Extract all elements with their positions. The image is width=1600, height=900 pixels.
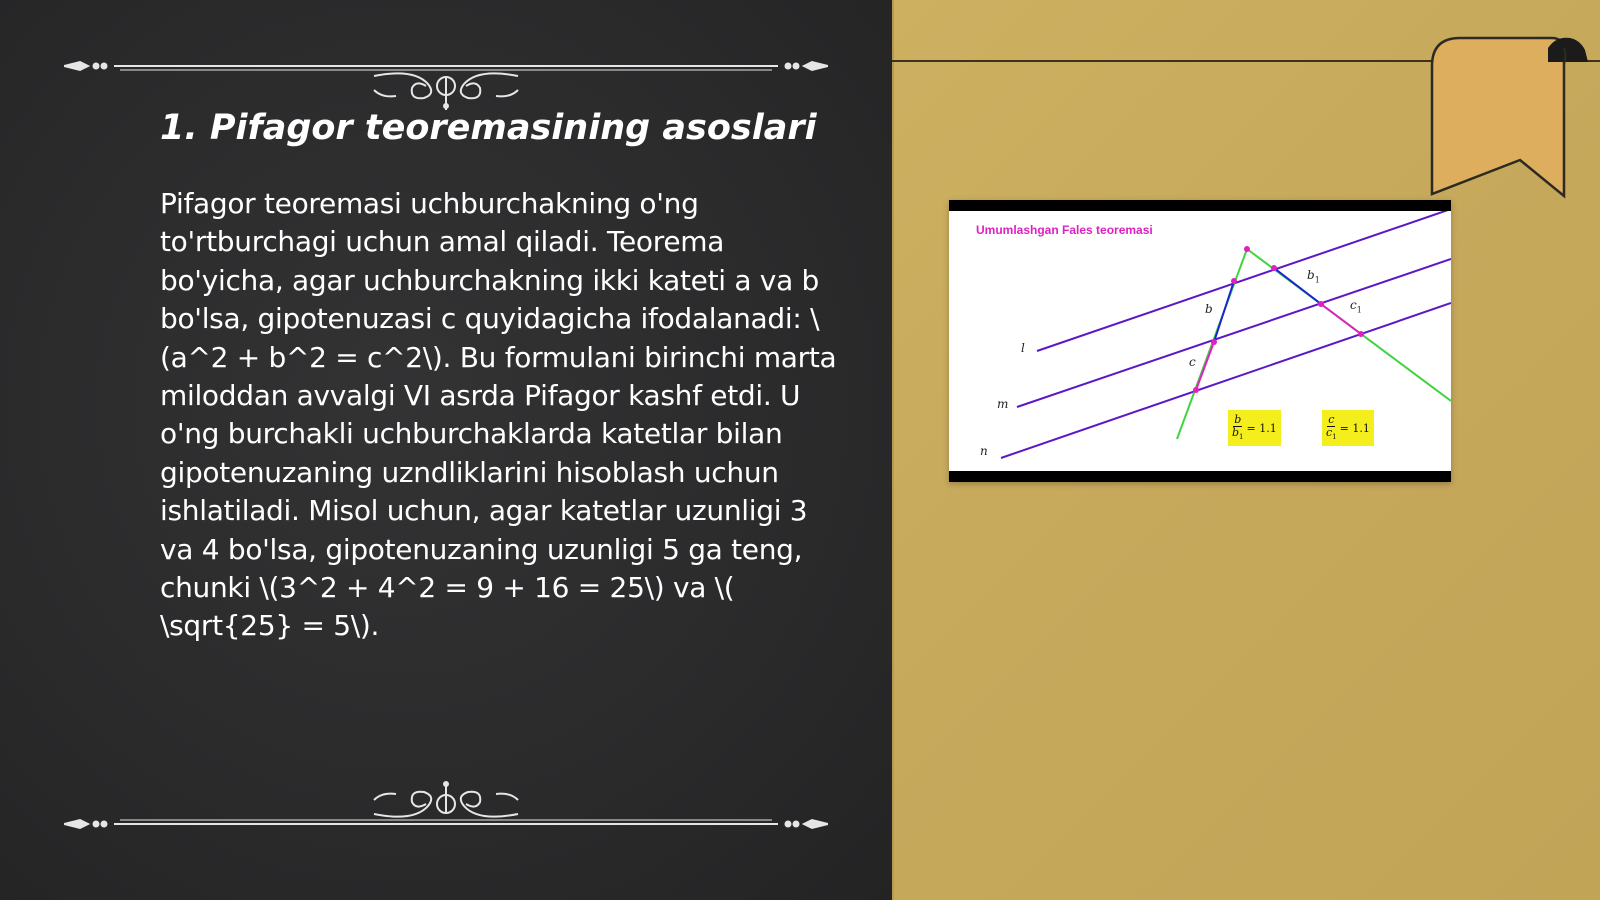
- ratio-c-box: [1322, 410, 1374, 446]
- line-label-n: n: [980, 444, 988, 458]
- ratio-c-denominator: $c_1$: [1326, 426, 1337, 442]
- line-label-l: l: [1021, 341, 1025, 355]
- parallel-line-n: [1001, 303, 1451, 458]
- point-l-left: [1231, 278, 1237, 284]
- ratio-c-value: = 1.1: [1339, 421, 1370, 435]
- segment-label-b1-sub: 1: [1314, 275, 1320, 285]
- figure-canvas: [949, 211, 1451, 471]
- ratio-b-denominator: $b_1$: [1232, 426, 1244, 442]
- segment-label-b: b: [1205, 302, 1213, 316]
- segment-c: [1196, 342, 1214, 390]
- line-label-m: m: [997, 397, 1009, 411]
- ratio-b-fraction: [1232, 414, 1244, 442]
- scroll-ornament-icon: [64, 774, 828, 834]
- ratio-b-value: = 1.1: [1246, 421, 1277, 435]
- bookmark-ribbon-icon: [1430, 36, 1600, 201]
- ratio-c-numerator: c: [1328, 413, 1335, 427]
- vertex-point: [1244, 246, 1250, 252]
- thales-figure: [949, 200, 1451, 482]
- segment-label-b1-main: b: [1307, 268, 1315, 282]
- scroll-ornament-icon: [64, 50, 828, 110]
- segment-label-c1-main: c: [1350, 298, 1357, 312]
- ratio-b-box: [1228, 410, 1281, 446]
- panel-divider: [892, 0, 894, 900]
- point-l-right: [1271, 265, 1277, 271]
- slide-title: 1. Pifagor teoremasining asoslari: [160, 108, 817, 148]
- point-n-right: [1358, 331, 1364, 337]
- segment-label-b1: [1307, 269, 1320, 284]
- point-n-left: [1193, 387, 1199, 393]
- ratio-b-numerator: b: [1234, 413, 1242, 427]
- segment-label-c1: [1350, 299, 1362, 314]
- slide-body-text: Pifagor teoremasi uchburchakning o'ng to'rtburchagi uchun amal qiladi. Teorema bo'yicha, agar uchburchakning ikki kateti a va b bo'lsa, gipotenuzasi c quyidagicha ifodalanadi: \(a^2 + b^2 = c^2\). Bu formulani birinchi marta miloddan avvalgi VI asrda Pifagor kashf etdi. U o'ng burchakli uchburchaklarda katetlar bilan gipotenuzaning uzndliklarini hisoblash uchun ishlatiladi. Misol uchun, agar katetlar uzunligi 3 va 4 bo'lsa, gipotenuzaning uzunligi 5 ga teng, chunki \(3^2 + 4^2 = 9 + 16 = 25\) va \( \sqrt{25} = 5\).: [160, 187, 837, 643]
- segment-label-c: c: [1189, 355, 1196, 369]
- point-m-right: [1318, 301, 1324, 307]
- figure-title: Umumlashgan Fales teoremasi: [976, 223, 1153, 237]
- segment-label-c1-sub: 1: [1356, 305, 1362, 315]
- ratio-c-fraction: [1326, 414, 1337, 442]
- point-m-left: [1211, 339, 1217, 345]
